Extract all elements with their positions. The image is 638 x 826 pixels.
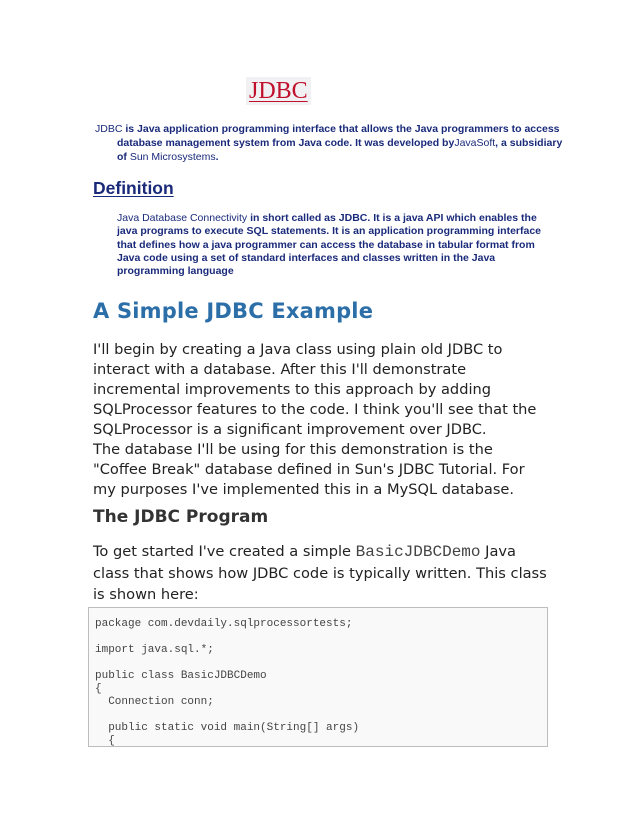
intro-link-sun: Sun Microsystems	[129, 151, 216, 163]
code-line: public static void main(String[] args)	[95, 722, 360, 734]
program-text-before: To get started I've created a simple	[93, 543, 356, 560]
code-line	[95, 631, 541, 644]
intro-text-1: JDBC	[95, 123, 123, 135]
example-paragraph-1: I'll begin by creating a Java class using plain old JDBC to interact with a database. After this I'll demonstrate incremental improvements to this approach by adding SQLProcessor features to the code. I think you'll see that the SQLProcessor is a significant improvement over JDBC.	[93, 341, 537, 438]
code-line	[95, 709, 541, 722]
page-title: JDBC	[246, 77, 311, 105]
definition-heading: Definition	[93, 178, 174, 198]
program-paragraph	[93, 541, 548, 605]
example-paragraph-2: The database I'll be using for this demonstration is the "Coffee Break" database defined in Sun's JDBC Tutorial. For my purposes I've implemented this in a MySQL database.	[93, 441, 525, 498]
program-heading: The JDBC Program	[93, 507, 269, 527]
code-line: Connection conn;	[95, 696, 214, 708]
definition-text-2: in short called as JDBC. It is a java API which enables the java programs to execute SQL statements. It is an application programming interface that defines how a java programmer can access the database in tabular format from Java code using a set of standard interfaces and classes written in the Java programming language	[117, 212, 542, 278]
code-line: {	[95, 683, 102, 695]
code-line: import java.sql.*;	[95, 644, 214, 656]
intro-link-javasoft: JavaSoft	[454, 137, 496, 149]
code-block	[88, 607, 548, 747]
intro-paragraph	[95, 122, 572, 164]
program-text-after: Java class that shows how JDBC code is typically written. This class is shown here:	[93, 543, 547, 603]
intro-text-4: , a subsidiary of	[117, 137, 563, 163]
code-line: {	[95, 735, 115, 747]
code-line	[95, 657, 541, 670]
code-line: public class BasicJDBCDemo	[95, 670, 267, 682]
inline-code-classname: BasicJDBCDemo	[355, 543, 481, 561]
intro-text-2: is Java application programming interface that allows the Java programmers to access database management system from Java code. It was developed by	[117, 123, 560, 149]
intro-text-6: .	[215, 151, 219, 163]
definition-text-1: Java Database Connectivity	[117, 212, 248, 224]
definition-paragraph	[117, 212, 547, 278]
example-heading: A Simple JDBC Example	[93, 299, 374, 323]
code-line: package com.devdaily.sqlprocessortests;	[95, 618, 353, 630]
